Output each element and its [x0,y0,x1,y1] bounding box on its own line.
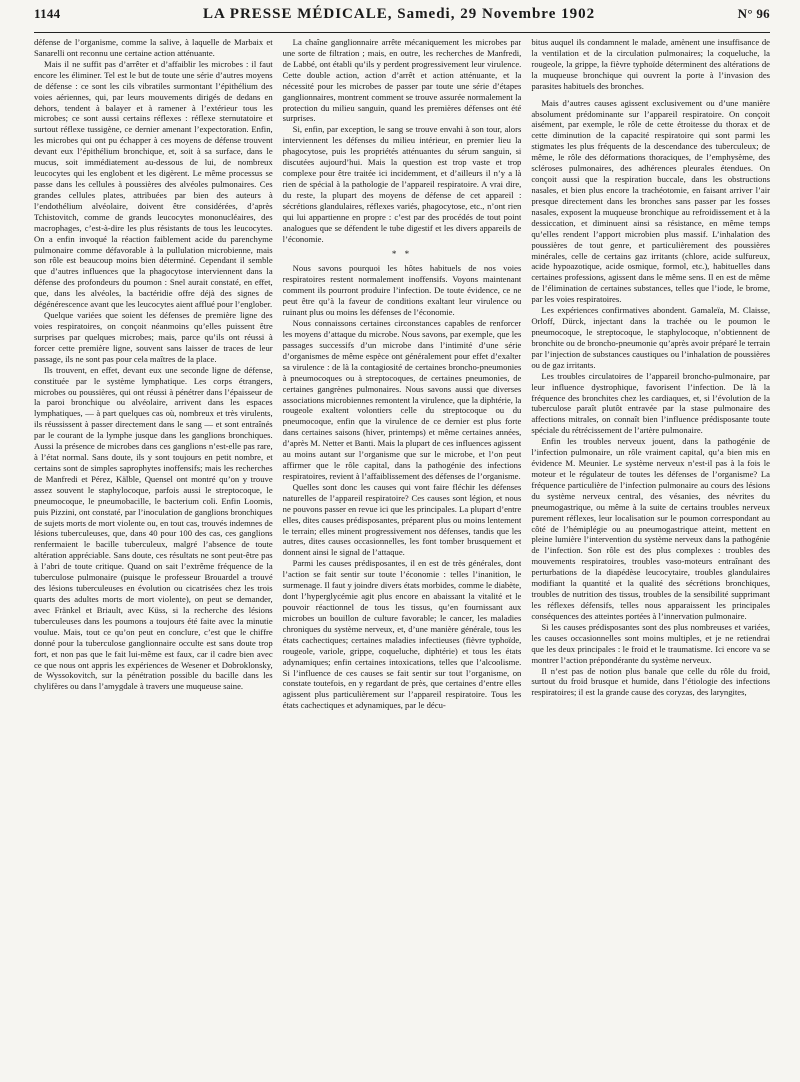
paragraph: Nous connaissons certaines circonstances capables de renforcer les moyens d’attaque du microbe. Nous savons, par exemple, que les passages successifs d’un microbe dans l’intimité d’une série d’organismes de même espèce ont généralement pour effet d’exalter sa virulence : de là la contagiosité de certaines broncho-pneumonies à pneumocoques ou à streptocoques, de certaines pneumonies, de certaines gangrènes pulmonaires. Nous savons aussi que diverses associations microbiennes remontent la virulence, que la diphtérie, la rougeole exaltent volontiers celle du streptocoque ou du pneumocoque, enfin que la virulence de ce dernier est plus forte dans certaines saisons (hiver, printemps) et même certaines années, d’après M. Netter et Banti. Mais la plupart de ces influences agissent au moins autant sur l’organisme que sur le microbe, et l’on peut affirmer que le rôle capital, dans la pathogénie des infections respiratoires, revient à l’affaiblissement des défenses de l’organisme. [282,318,522,481]
paragraph: Ils trouvent, en effet, devant eux une seconde ligne de défense, constituée par le système lymphatique. Les corps étrangers, microbes ou poussières, qui ont réussi à pénétrer dans l’épaisseur de la paroi bronchique ou alvéolaire, arrivent dans les espaces lymphatiques, — à part quelques cas où, nombreux et très virulents, ils réussissent à passer directement dans le sang — et sont entraînés par le courant de la lymphe jusque dans les ganglions bronchiques. Aussi la présence de microbes dans ces ganglions n’est-elle pas rare, à l’état normal. Sans doute, ils y sont toujours en petit nombre, et certains sont de simples saprophytes inoffensifs; mais les recherches de Manfredi et Pérez, Kälble, Quensel ont montré qu’on y trouve assez souvent le staphylocoque, parfois aussi le streptocoque, le pneumocoque, le pneumobacille, le bacterium coli. Enfin Loomis, puis Pizzini, ont constaté, par l’inoculation de ganglions bronchiques de sujets morts de mort violente ou, en tout cas, trouvés indemnes de lésions tuberculeuses, que, dans 40 pour 100 des cas, ces ganglions renfermaient le bacille tuberculeux, malgré l’absence de toute altération appréciable. Sans doute, ces résultats ne sont peut-être pas à l’abri de toute critique. Quand on sait l’extrême fréquence de la tuberculose pulmonaire (puisque le professeur Brouardel a trouvé des lésions tuberculeuses en évolution ou cicatrisées chez les trois quarts des adultes morts de mort violente), on peut se demander, avec Fränkel et Briault, avec Küss, si la recherche des lésions tuberculeuses dans les poumons a toujours été faite avec la minutie voulue. Mais, tout ce qu’on peut en conclure, c’est que le chiffre donné pour la tuberculose ganglionnaire occulte est sans doute trop fort, et non pas que le fait lui-même est faux, car il cadre bien avec ce que nous ont appris les expériences de Wesener et Dobroklonsky, de Wyssokovitch, sur la pénétration possible du bacille dans les chylifères ou dans l’amygdale à travers une muqueuse saine. [34,364,273,692]
issue-number: N° 96 [737,6,770,21]
paragraph: Si, enfin, par exception, le sang se trouve envahi à son tour, alors interviennent les défenses du milieu intérieur, en premier lieu la phagocytose, puis les propriétés atténuantes du sérum sanguin, si discutées aujourd’hui. Mais la question est trop vaste et trop complexe pour être traitée ici incidemment, et d’ailleurs il n’y a là rien de spécial à la pathologie de l’appareil respiratoire. A vrai dire, du reste, la plupart des moyens de défense de cet appareil : sécrétions glandulaires, réflexes variés, phagocytose, etc., n’ont rien qui lui appartienne en propre : c’est par des procédés de tout point analogues que se défendent le tube digestif et les divers appareils de l’économie. [282,124,522,244]
paragraph: Quelque variées que soient les défenses de première ligne des voies respiratoires, on conçoit néanmoins qu’elles puissent être surprises par quelques microbes; mais, parce qu’ils ont réussi à forcer cette première ligne, souvent sans laisser de traces de leur passage, ils ne sont pas pour cela maîtres de la place. [34,310,273,364]
section-separator: * * [391,248,413,259]
paragraph: défense de l’organisme, comme la salive, à laquelle de Marbaix et Sanarelli ont reconnu une certaine action atténuante. [34,37,273,58]
paragraph: La chaîne ganglionnaire arrête mécaniquement les microbes par une sorte de filtration ; mais, en outre, les recherches de Manfredi, de Labbé, ont établi qu’ils y perdent progressivement leur virulence. Cette double action, action d’arrêt et action atténuante, et la nécessité pour les microbes de passer par toute une série d’étapes ganglionnaires, montrent comment se trouve assurée normalement la protection du milieu sanguin, quand les premières défenses ont été surprises. [282,37,522,124]
paragraph: bitus auquel ils condamnent le malade, amènent une insuffisance de la ventilation et de la circulation pulmonaires; la coqueluche, la rougeole, la grippe, la fièvre typhoïde déterminent des altérations de la muqueuse bronchique qui ouvrent la porte à l’invasion des parasites habituels des bronches. [531,37,770,91]
column-left [34,37,273,1077]
publication-title: LA PRESSE MÉDICALE, Samedi, 29 Novembre 1902 [203,6,596,22]
page-header [34,6,770,33]
column-right [531,37,770,1077]
page-number: 1144 [34,6,61,21]
paragraph: Quelles sont donc les causes qui vont faire fléchir les défenses naturelles de l’appareil respiratoire? Ces causes sont légion, et nous ne pouvons passer en revue ici que les principales. La plupart d’entre elles, dites causes prédisposantes, préparent plus ou moins lentement le terrain; elles minent progressivement nos défenses, tandis que les autres, dites causes occasionnelles, les font tomber brusquement et donnent ainsi le signal de l’attaque. [282,481,522,558]
paragraph: Il n’est pas de notion plus banale que celle du rôle du froid, surtout du froid brusque et humide, dans l’étiologie des infections respiratoires; il est la grande cause des coryzas, des laryngites, [531,665,770,698]
column-middle [283,37,522,1077]
paragraph: Les troubles circulatoires de l’appareil broncho-pulmonaire, par leur influence dystrophique, favorisent l’infection. De là la fréquence des bronchites chez les cardiaques, et, si l’évolution de la tuberculose paraît plutôt entravée par la stase pulmonaire des affections mitrales, on connaît bien l’influence prédisposante toute spéciale du rétrécissement de l’artère pulmonaire. [531,370,770,436]
paragraph: Parmi les causes prédisposantes, il en est de très générales, dont l’action se fait sentir sur toute l’économie : telles l’inanition, le surmenage. Il faut y joindre divers états morbides, comme le diabète, dont l’hyperglycémie agit plus encore en abaissant la vitalité et le pouvoir réactionnel de tous les tissus, qu’en fournissant aux microbes un bouillon de culture favorable; le cancer, les maladies chroniques du système nerveux, et, d’une manière générale, tous les états cachectiques; certaines maladies infectieuses (fièvre typhoïde, rougeole, variole, grippe, coqueluche, diphtérie) et tous les états adynamiques; enfin certaines intoxications, telles que l’alcoolisme. Si l’influence de ces causes se fait sentir sur tout l’organisme, on constate toutefois, en y regardant de près, que certaines d’entre elles agissent plus particulièrement sur l’appareil respiratoire. Tous les états cachectiques et adynamiques, par le décu- [282,558,522,711]
paragraph: Les expériences confirmatives abondent. Gamaleïa, M. Claisse, Orloff, Dürck, injectant dans la trachée ou le poumon le pneumocoque, le streptocoque, le staphylocoque, n’obtiennent de bronchite ou de broncho-pneumonie qu’après avoir préparé le terrain par l’injection de substances caustiques ou l’inhalation de poussières ou de gaz irritants. [531,305,770,370]
article-columns [34,37,770,1077]
paragraph: Enfin les troubles nerveux jouent, dans la pathogénie de l’infection pulmonaire, un rôle vraiment capital, qu’a bien mis en évidence M. Meunier. Le système nerveux n’est-il pas à la fois le moteur et le régulateur de toutes les défenses de l’organisme? La fréquence particulière de l’infection pulmonaire au cours des lésions du système nerveux central, des vésanies, des névrites du pneumogastrique, ou même à la suite de certains troubles nerveux purement réflexes, leur localisation sur le poumon correspondant au côté de l’hémiplégie ou au pneumogastrique atteint, mettent en pleine lumière l’intervention du système nerveux dans la pathogénie de l’infection. Son rôle est des plus complexes : troubles des mouvements respiratoires, troubles vaso-moteurs entraînant des perturbations de la diapédèse leucocytaire, troubles glandulaires modifiant la quantité et la qualité des sécrétions bronchiques, troubles de nutrition des tissus, troubles de la sensibilité supprimant les réflexes défensifs, telles nous apparaissent les principales conséquences des atteintes portées à l’innervation pulmonaire. [531,436,770,621]
paragraph: Nous savons pourquoi les hôtes habituels de nos voies respiratoires restent normalement inoffensifs. Voyons maintenant comment ils pourront produire l’infection. De toute évidence, ce ne peut être qu’à la faveur de conditions exaltant leur virulence ou ruinant plus ou moins les défenses de l’économie. [282,263,522,318]
paragraph: Mais il ne suffit pas d’arrêter et d’affaiblir les microbes : il faut encore les éliminer. Tel est le but de toute une série d’autres moyens de défense : ce sont les cils vibratiles surmontant l’épithélium des voies aériennes, qui, par leurs mouvements dirigés de dedans en dehors, tendent à balayer et à ramener à l’extérieur tous les microbes; ce sont aussi certains réflexes : réflexe sternutatoire et surtout réflexe tussigène, ce dernier amenant l’expectoration. Enfin, les microbes qui ont pu échapper à ces moyens de défense trouvent devant eux l’épithélium bronchique, et, soit à sa surface, dans le mucus, soit immédiatement au-dessous de lui, de nombreux leucocytes qui les englobent et les digèrent. Le même processus se passe dans les cellules à poussières des alvéoles pulmonaires. Ces grandes cellules plates, attribuées par bien des auteurs à l’endothélium alvéolaire, doivent être considérées, d’après Tchistovitch, comme de grands leucocytes mononucléaires, des macrophages, c’est-à-dire les plus résistants de tous les leucocytes. On a enfin invoqué la réaction faiblement acide du parenchyme pulmonaire comme défavorable à la pullulation microbienne, mais son rôle est beaucoup moins bien déterminé. Cependant il semble que d’autres influences que la phagocytose interviennent dans la défense des profondeurs du poumon : Snel aurait constaté, en effet, que, dans les alvéoles, la bactéridie offre déjà des signes de dégénérescence avant que les leucocytes aient afflué pour l’englober. [34,58,273,310]
paragraph: Mais d’autres causes agissent exclusivement ou d’une manière absolument prédominante sur l’appareil respiratoire. On conçoit aisément, par exemple, le rôle de cette étroitesse du thorax et de cette diminution de la capacité respiratoire qui sont parmi les stigmates les plus fréquents de la descendance des tuberculeux; de même, le rôle des déformations thoraciques, de l’emphysème, des scléroses pulmonaires, des adhérences pleurales étendues. On conçoit aussi que la respiration buccale, dans les obstructions nasales, et bien plus encore la trachéotomie, en faisant arriver l’air presque directement dans les bronches sans passer par les fosses nasales, exposent la muqueuse bronchique au refroidissement et à la dessiccation, et diminuent ainsi sa résistance, en même temps qu’elles rendent l’apport microbien plus massif. L’inhalation des poussières de tout genre, et particulièrement des poussières minérales, celle de certains gaz irritants (chlore, acide sulfureux, acide hypoazotique, acide osmique, formol, etc.), habituelles dans certaines professions, agissent dans le même sens. Il en est de même de l’élimination de certaines substances, telles que l’iode, le brome, par les voies respiratoires. [531,97,770,305]
paragraph: Si les causes prédisposantes sont des plus nombreuses et variées, les causes occasionnelles sont moins multiples, et je ne retiendrai que les deux principales : le froid et le traumatisme. Ici encore va se montrer l’action prépondérante du système nerveux. [531,621,770,665]
